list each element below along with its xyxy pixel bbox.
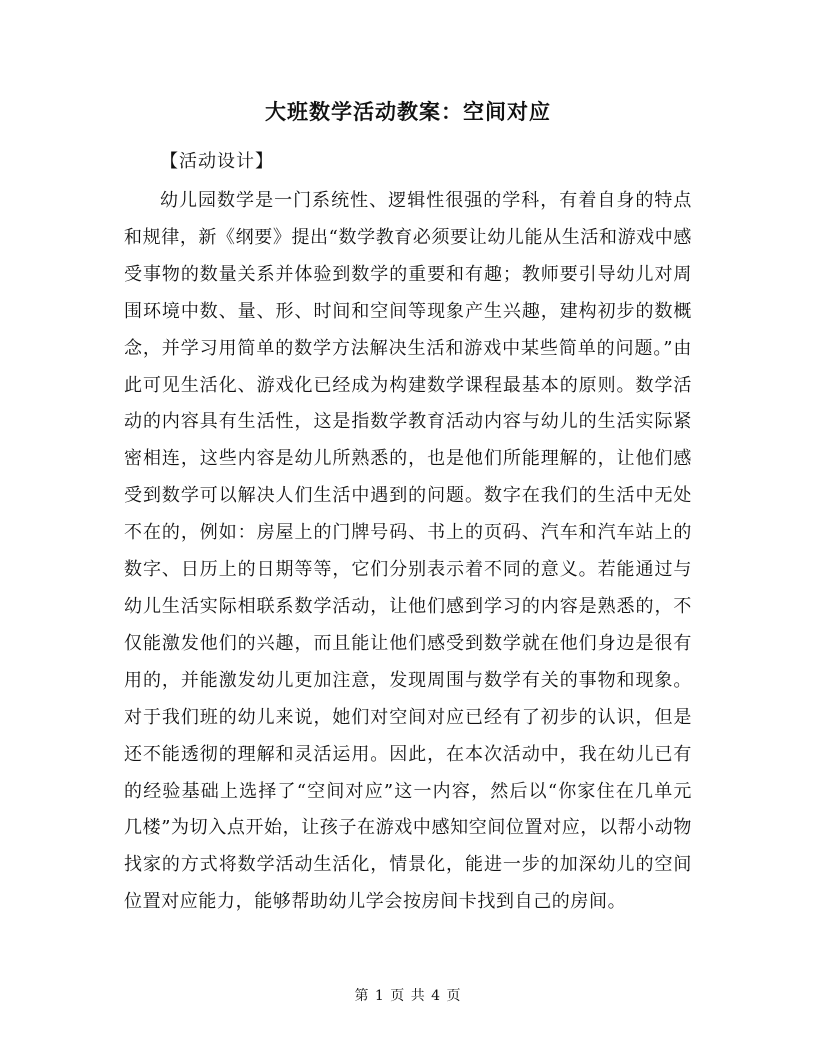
page-number-footer: 第 1 页 共 4 页 (354, 988, 462, 1004)
section-heading: 【活动设计】 (160, 151, 274, 172)
body-paragraph: 幼儿园数学是一门系统性、逻辑性很强的学科，有着自身的特点和规律，新《纲要》提出“数学教育必须要让幼儿能从生活和游戏中感受事物的数量关系并体验到数学的重要和有趣；教师要引导幼儿对周围环境中数、量、形、时间和空间等现象产生兴趣，建构初步的数概念，并学习用简单的数学方法解决生活和游戏中某些简单的问题。”由此可见生活化、游戏化已经成为构建数学课程最基本的原则。数学活动的内容具有生活性，这是指数学教育活动内容与幼儿的生活实际紧密相连，这些内容是幼儿所熟悉的，也是他们所能理解的，让他们感受到数学可以解决人们生活中遇到的问题。数字在我们的生活中无处不在的，例如：房屋上的门牌号码、书上的页码、汽车和汽车站上的数字、日历上的日期等等，它们分别表示着不同的意义。若能通过与幼儿生活实际相联系数学活动，让他们感到学习的内容是熟悉的，不仅能激发他们的兴趣，而且能让他们感受到数学就在他们身边是很有用的，并能激发幼儿更加注意，发现周围与数学有关的事物和现象。对于我们班的幼儿来说，她们对空间对应已经有了初步的认识，但是还不能透彻的理解和灵活运用。因此，在本次活动中，我在幼儿已有的经验基础上选择了“空间对应”这一内容，然后以“你家住在几单元几楼”为切入点开始，让孩子在游戏中感知空间位置对应，以帮小动物找家的方式将数学活动生活化，情景化，能进一步的加深幼儿的空间位置对应能力，能够帮助幼儿学会按房间卡找到自己的房间。 (124, 190, 692, 913)
document-title: 大班数学活动教案：空间对应 (265, 99, 551, 124)
